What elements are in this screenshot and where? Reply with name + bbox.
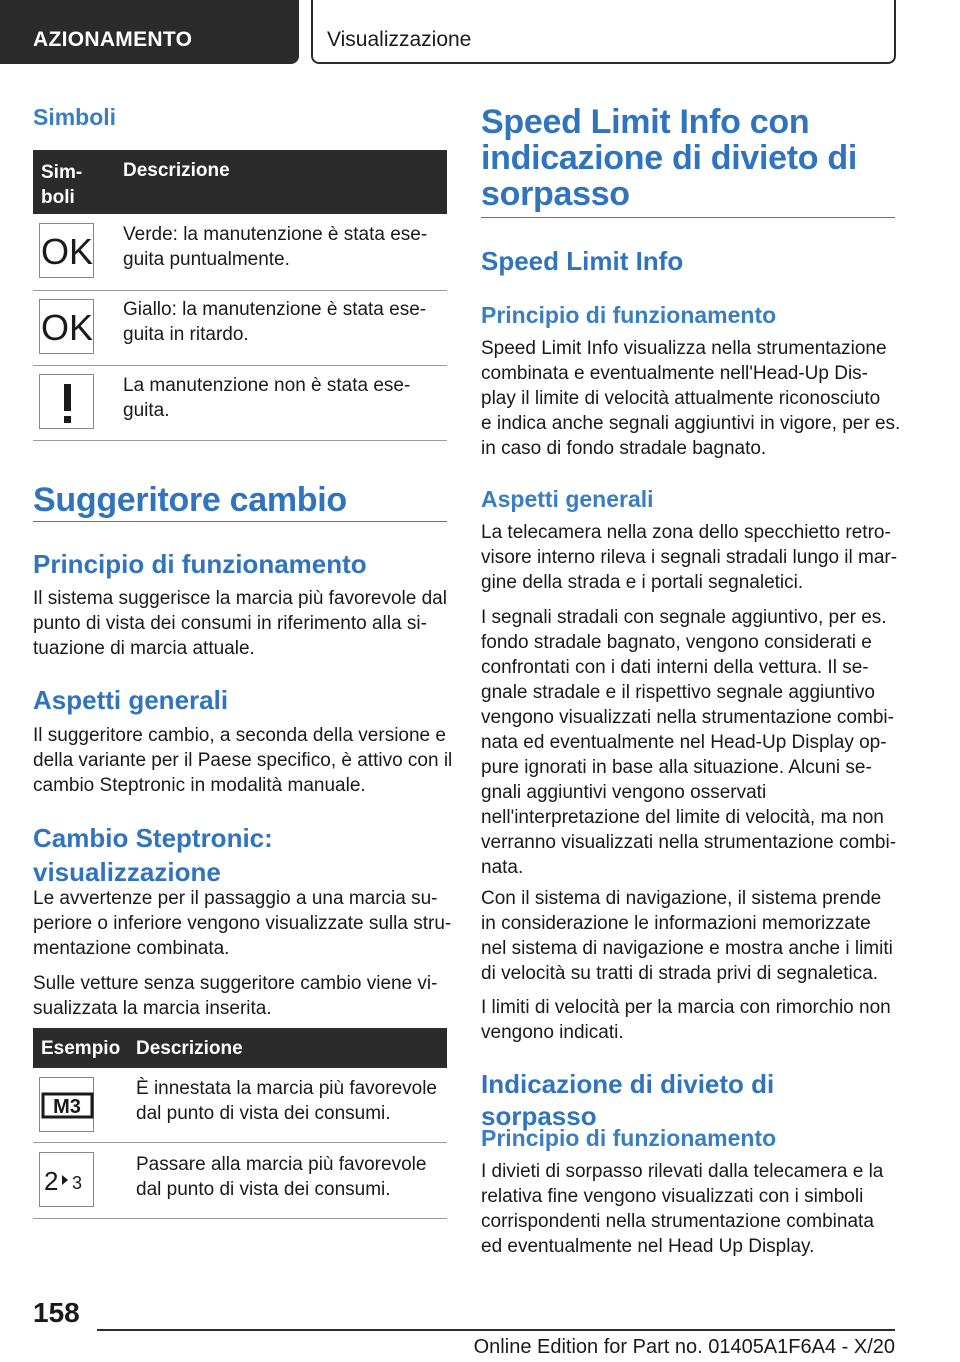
col-symbol-header: Sim- boli [41,162,83,208]
principio-heading: Principio di funzionamento [481,302,777,328]
row-desc: La manutenzione non è stata ese- guita. [123,375,411,421]
aspetti-text-2: I segnali stradali con segnale aggiuntivo, per es. fondo stradale bagnato, vengono considerati e confrontati con i dati interni della vettura. Il se- gnale stradale e il rispettivo segnale aggiuntivo vengono visualizzati nella strumentazione combi- nata ed eventualmente nel Head-Up Display op- pure ignorati in base alla situazione. Alcuni se- gnali aggiuntivi vengono osservati nell'interpretazione del limite di velocità, ma non verranno visualizzati nella strumentazione combi- nata. [481,607,897,878]
divieto-heading: Indicazione di divieto di sorpasso [481,1069,775,1131]
section-tab: AZIONAMENTO [0,0,299,64]
principio-heading: Principio di funzionamento [33,549,367,579]
col-desc-header: Descrizione [123,160,230,181]
ok-yellow-icon [39,299,94,354]
speed-limit-main-heading: Speed Limit Info con indicazione di divieto di sorpasso [481,103,857,213]
heading-rule [481,217,895,218]
divieto-text: I divieti di sorpasso rilevati dalla telecamera e la relativa fine vengono visualizzati con i simboli corrispondenti nella strumentazione combinata ed eventualmente nel Head Up Display. [481,1161,884,1257]
principio-text: Il sistema suggerisce la marcia più favorevole dal punto di vista dei consumi in riferimento alla si- tuazione di marcia attuale. [33,588,447,659]
footer-rule [97,1329,895,1331]
aspetti-heading: Aspetti generali [481,486,654,512]
aspetti-heading: Aspetti generali [33,685,229,715]
row-desc: Giallo: la manutenzione è stata ese- guita in ritardo. [123,299,427,345]
edition-text: Online Edition for Part no. 01405A1F6A4 - X/20 [473,1336,895,1358]
heading-rule [33,521,447,522]
steptronic-text-2: Sulle vetture senza suggeritore cambio viene vi- sualizzata la marcia inserita. [33,973,438,1019]
symbols-table-header [33,150,447,214]
simboli-heading: Simboli [33,104,117,130]
divieto-principio-heading: Principio di funzionamento [481,1125,777,1151]
principio-text: Speed Limit Info visualizza nella strumentazione combinata e eventualmente nell'Head-Up Dis- play il limite di velocità attualmente riconosciuto e indica anche segnali aggiuntivi in vigore, per es. in caso di fondo stradale bagnato. [481,338,901,459]
col-example-header: Esempio [41,1038,121,1059]
svg-text:2: 2 [44,1166,59,1196]
aspetti-text: Il suggeritore cambio, a seconda della versione e della variante per il Paese specifico, è attivo con il cambio Steptronic in modalità manuale. [33,725,453,796]
svg-text:OK: OK [40,307,94,348]
gear-shift-2-3-icon [39,1152,94,1207]
exclamation-icon [39,374,94,429]
row-divider [33,1142,447,1143]
row-divider [33,1218,447,1219]
aspetti-text-3: Con il sistema di navigazione, il sistema prende in considerazione le informazioni memorizzate nel sistema di navigazione e mostra anche i limiti di velocità su tratti di strada privi di segnaletica. [481,888,893,984]
row-desc: È innestata la marcia più favorevole dal punto di vista dei consumi. [136,1078,437,1124]
row-divider [33,290,447,291]
svg-text:M3: M3 [53,1096,81,1118]
aspetti-text-1: La telecamera nella zona dello specchietto retro- visore interno rileva i segnali stradali lungo il mar- gine della strada e i portali segnaletici. [481,522,898,593]
steptronic-heading: Cambio Steptronic: visualizzazione [33,823,273,887]
row-divider [33,440,447,441]
row-divider [33,365,447,366]
row-desc: Verde: la manutenzione è stata ese- guita puntualmente. [123,224,428,270]
row-desc: Passare alla marcia più favorevole dal punto di vista dei consumi. [136,1154,427,1200]
gear-table-header [33,1028,447,1068]
ok-green-icon [39,223,94,278]
gear-m3-icon [39,1077,94,1132]
svg-text:3: 3 [72,1173,83,1193]
sli-heading: Speed Limit Info [481,246,684,276]
col-desc-header: Descrizione [136,1038,243,1059]
page-header [0,0,960,66]
steptronic-text-1: Le avvertenze per il passaggio a una marcia su- periore o inferiore vengono visualizzate sulla stru- mentazione combinata. [33,888,452,959]
svg-text:OK: OK [40,231,94,272]
suggeritore-heading: Suggeritore cambio [33,481,347,519]
aspetti-text-4: I limiti di velocità per la marcia con rimorchio non vengono indicati. [481,997,891,1043]
topic-tab: Visualizzazione [311,0,896,64]
page-number: 158 [33,1297,80,1328]
